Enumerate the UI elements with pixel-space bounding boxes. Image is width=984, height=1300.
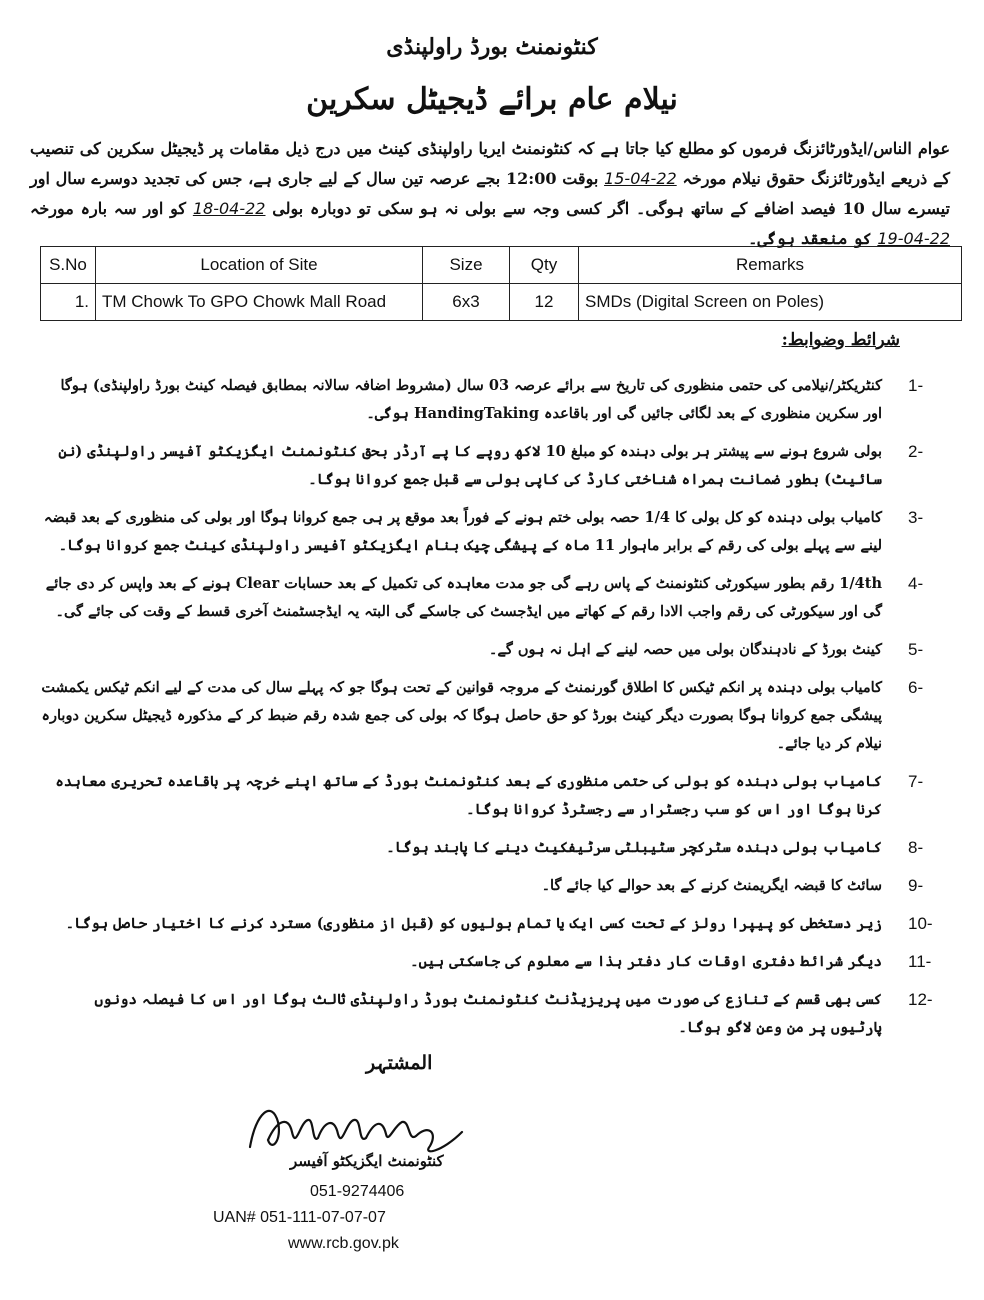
condition-text: دیگر شرائط دفتری اوقات کار دفتر ہذا سے معلوم کی جاسکتی ہیں۔	[410, 953, 882, 970]
intro-date-3: 19-04-22	[877, 229, 950, 248]
condition-number: 1-	[908, 376, 924, 395]
uan-number: UAN# 051-111-07-07-07	[213, 1209, 386, 1226]
conditions-list	[40, 372, 970, 1052]
intro-line-3: کو اور سہ بارہ مورخہ	[30, 199, 187, 218]
condition-text: کامیاب بولی دہندہ پر انکم ٹیکس کا اطلاق گورنمنٹ کے مروجہ قوانین کے تحت ہوگا جو کہ پہلے سال کی مدت کے لیے انکم ٹیکس یکمشت پیشگی جمع کروانا ہوگا بصورت دیگر کینٹ بورڈ کو حق حاصل ہوگا کہ بولی کی جمع شدہ رقم ضبط کر کے مذکورہ ڈیجیٹل سکرین دوبارہ نیلام کر دیا جائے۔	[41, 679, 882, 752]
condition-text: بولی شروع ہونے سے پیشتر ہر بولی دہندہ کو مبلغ 10 لاکھ روپے کا پے آرڈر بحق کنٹونمنٹ ایگزیکٹو آفیسر راولپنڈی (نن سائیٹ) بطور ضمانت ہمراہ شناختی کارڈ کی کاپی بولی سے قبل جمع کروانا ہوگا۔	[58, 443, 882, 488]
condition-text: کامیاب بولی دہندہ سٹرکچر سٹیبلٹی سرٹیفکیٹ دینے کا پابند ہوگا۔	[386, 839, 882, 856]
condition-number: 7-	[908, 772, 924, 791]
intro-line-1: عوام الناس/ایڈورٹائزنگ فرموں کو مطلع کیا جاتا ہے کہ کنٹونمنٹ ایریا راولپنڈی کینٹ میں درج ذیل مقامات پر ڈیجیٹل سکرین کی تنصیب کے ذریعے ایڈورٹائزنگ حقوق نیلام مورخہ	[30, 139, 950, 188]
intro-line-2: بوقت 12:00 بجے عرصہ تین سال کے لیے جاری ہے، جس کی تجدید دوسرے سال اور تیسرے سال 10 فیصد اضافے کے ساتھ ہوگی۔ اگر کسی وجہ سے بولی نہ ہو سکی تو دوبارہ بولی	[30, 169, 950, 218]
condition-number: 5-	[908, 640, 924, 659]
cell-location: TM Chowk To GPO Chowk Mall Road	[96, 284, 423, 321]
cell-remarks: SMDs (Digital Screen on Poles)	[579, 284, 962, 321]
website: www.rcb.gov.pk	[288, 1235, 399, 1252]
condition-number: 8-	[908, 838, 924, 857]
organization-name: کنٹونمنٹ بورڈ راولپنڈی	[386, 34, 598, 60]
list-item	[40, 372, 970, 428]
advertiser-label: المشتہر	[366, 1052, 433, 1074]
intro-date-1: 15-04-22	[604, 169, 677, 188]
condition-text: زیر دستخطی کو پیپرا رولز کے تحت کسی ایک یا تمام بولیوں کو (قبل از منظوری) مسترد کرنے کا اختیار حاصل ہوگا۔	[65, 915, 882, 932]
list-item	[40, 986, 970, 1042]
table-header-row	[41, 247, 962, 284]
condition-text: کامیاب بولی دہندہ کو کل بولی کا 1/4 حصہ بولی ختم ہونے کے فوراً بعد موقع پر ہی جمع کروانا ہوگا اور بولی کی منظوری کے بعد قبضہ لینے سے پہلے بولی کی رقم کے برابر ماہوار 11 ماہ کے پیشگی چیک بنام ایگزیکٹو آفیسر راولپنڈی کینٹ جمع کروانا ہوگا۔	[43, 509, 882, 554]
condition-number: 11-	[908, 952, 932, 971]
list-item	[40, 504, 970, 560]
list-item	[40, 636, 970, 664]
header-qty: Qty	[510, 247, 579, 284]
condition-text: کسی بھی قسم کے تنازع کی صورت میں پریزیڈنٹ کنٹونمنٹ بورڈ راولپنڈی ثالث ہوگا اور اس کا فیصلہ دونوں پارٹیوں پر من وعن لاگو ہوگا۔	[94, 991, 882, 1036]
header-size: Size	[423, 247, 510, 284]
list-item	[40, 674, 970, 758]
list-item	[40, 768, 970, 824]
list-item	[40, 438, 970, 494]
intro-line-4: کو منعقد ہوگی۔	[748, 229, 872, 248]
cell-sno: 1.	[41, 284, 96, 321]
header-sno: S.No	[41, 247, 96, 284]
cell-size: 6x3	[423, 284, 510, 321]
header-remarks: Remarks	[579, 247, 962, 284]
cell-qty: 12	[510, 284, 579, 321]
condition-number: 12-	[908, 990, 933, 1009]
condition-text: کنٹریکٹر/نیلامی کی حتمی منظوری کی تاریخ سے برائے عرصہ 03 سال (مشروط اضافہ سالانہ بمطابق فیصلہ کینٹ بورڈ راولپنڈی) ہوگا اور سکرین منظوری کے بعد لگائی جائیں گی اور باقاعدہ HandingTaking ہوگی۔	[60, 377, 882, 422]
list-item	[40, 872, 970, 900]
header-location: Location of Site	[96, 247, 423, 284]
list-item	[40, 910, 970, 938]
condition-text: سائٹ کا قبضہ ایگریمنٹ کرنے کے بعد حوالے کیا جائے گا۔	[541, 877, 882, 894]
table-row	[41, 284, 962, 321]
sites-table	[40, 246, 962, 321]
condition-text: کینٹ بورڈ کے نادہندگان بولی میں حصہ لینے کے اہل نہ ہوں گے۔	[488, 641, 882, 658]
intro-paragraph	[30, 134, 950, 254]
condition-number: 10-	[908, 914, 933, 933]
condition-number: 6-	[908, 678, 924, 697]
list-item	[40, 570, 970, 626]
condition-text: 1/4th رقم بطور سیکورٹی کنٹونمنٹ کے پاس رہے گی جو مدت معاہدہ کی تکمیل کے بعد حسابات Clear ہونے کے بعد واپس کر دی جائے گی اور سیکورٹی کی رقم واجب الادا رقم کے کھاتے میں ایڈجسٹ کی جاسکے گی البتہ یہ ایڈجسٹمنٹ آخری قسط کے وقت کی جائے گی۔	[45, 575, 882, 620]
condition-number: 9-	[908, 876, 924, 895]
condition-number: 4-	[908, 574, 924, 593]
intro-date-2: 18-04-22	[192, 199, 266, 218]
phone-number: 051-9274406	[310, 1183, 405, 1200]
officer-designation: کنٹونمنٹ ایگزیکٹو آفیسر	[290, 1152, 444, 1170]
condition-number: 3-	[908, 508, 924, 527]
condition-number: 2-	[908, 442, 924, 461]
conditions-heading: شرائط وضوابط:	[781, 330, 900, 350]
list-item	[40, 834, 970, 862]
condition-text: کامیاب بولی دہندہ کو بولی کی حتمی منظوری کے بعد کنٹونمنٹ بورڈ کے ساتھ اپنے خرچہ پر باقاعدہ تحریری معاہدہ کرنا ہوگا اور اس کو سب رجسٹرار سے رجسٹرڈ کروانا ہوگا۔	[55, 773, 882, 818]
notice-title: نیلام عام برائے ڈیجیٹل سکرین	[306, 82, 678, 117]
list-item	[40, 948, 970, 976]
